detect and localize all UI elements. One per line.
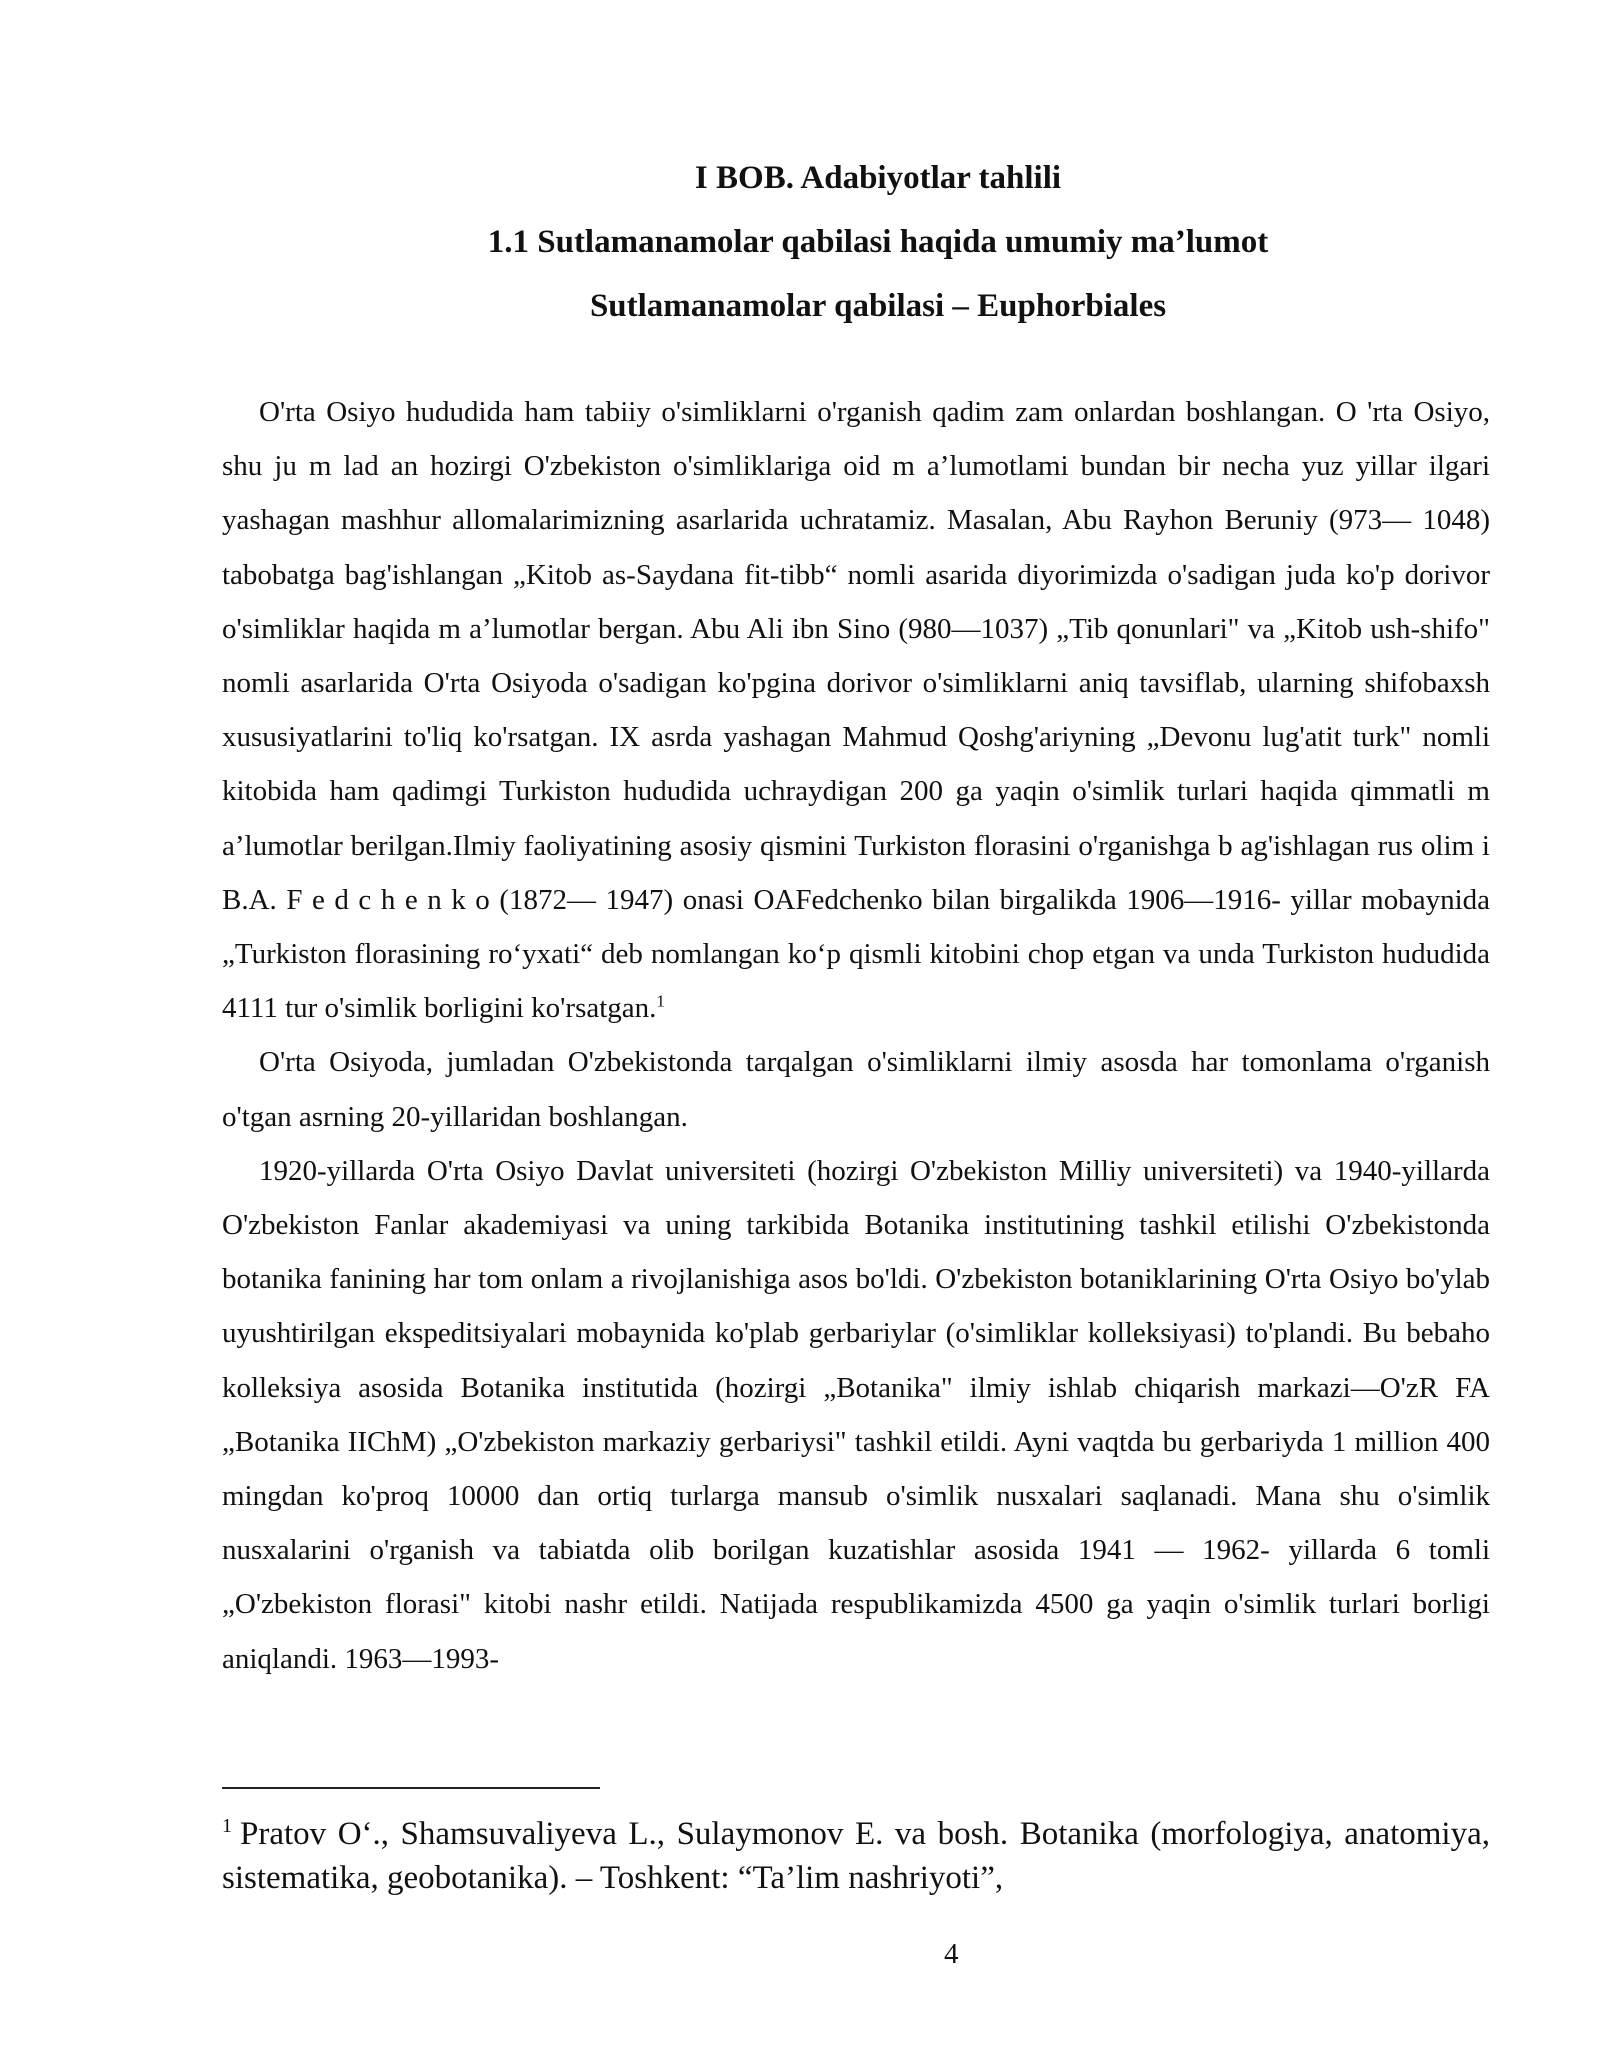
body-text [222,385,1490,1686]
footnote-text: Pratov O‘., Shamsuvaliyeva L., Sulaymonov E. va bosh. Botanika (morfologiya, anatomiya, sistematika, geobotanika). – Toshkent: “Ta’lim nashriyoti”, [222,1816,1490,1896]
paragraph: 1920-yillarda O'rta Osiyo Davlat universiteti (hozirgi O'zbekiston Milliy universiteti) va 1940-yillarda O'zbekiston Fanlar akademiyasi va uning tarkibida Botanika institutining tashkil etilishi O'zbekistonda botanika fanining har tom onlam a rivojlanishiga asos bo'ldi. O'zbekiston botaniklarining O'rta Osiyo bo'ylab uyushtirilgan ekspeditsiyalari mobaynida ko'plab gerbariylar (o'simliklar kolleksiyasi) to'plandi. Bu bebaho kolleksiya asosida Botanika institutida (hozirgi „Botanika" ilmiy ishlab chiqarish markazi—O'zR FA „Botanika IIChM) „O'zbekiston markaziy gerbariysi" tashkil etildi. Ayni vaqtda bu gerbariyda 1 million 400 mingdan ko'proq 10000 dan ortiq turlarga mansub o'simlik nusxalari saqlanadi. Mana shu o'simlik nusxalarini o'rganish va tabiatda olib borilgan kuzatishlar asosida 1941 — 1962- yillarda 6 tomli „O'zbekiston florasi" kitobi nashr etildi. Natijada respublikamizda 4500 ga yaqin o'simlik turlari borligi aniqlandi. 1963—1993- [222,1154,1490,1675]
footnote-separator [222,1787,600,1789]
paragraph [222,385,1490,1035]
section-title: 1.1 Sutlamanamolar qabilasi haqida umumiy ma’lumot [487,224,1269,260]
footnote [222,1812,1490,1900]
footnote-reference: 1 [656,991,665,1011]
heading-block [220,146,1536,338]
subsection-title: Sutlamanamolar qabilasi – Euphorbiales [589,288,1167,324]
page-number: 4 [944,1938,959,1970]
paragraph: O'rta Osiyoda, jumladan O'zbekistonda tarqalgan o'simliklarni ilmiy asosda har tomonlama o'rganish o'tgan asrning 20-yillaridan boshlangan. [222,1046,1490,1133]
paragraph-text: O'rta Osiyo hududida ham tabiiy o'simliklarni o'rganish qadim zam onlardan boshlangan. O 'rta Osiyo, shu ju m lad an hozirgi O'zbekiston o'simliklariga oid m a’lumotlami bundan bir necha yuz yillar ilgari yashagan mashhur allomalarimizning asarlarida uchratamiz. Masalan, Abu Rayhon Beruniy (973— 1048) tabobatga bag'ishlangan „Kitob as-Saydana fit-tibb“ nomli asarida diyorimizda o'sadigan juda ko'p dorivor o'simliklar haqida m a’lumotlar bergan. Abu Ali ibn Sino (980—1037) „Tib qonunlari" va „Kitob ush-shifo" nomli asarlarida O'rta Osiyoda o'sadigan ko'pgina dorivor o'simliklarni aniq tavsiflab, ularning shifobaxsh xususiyatlarini to'liq ko'rsatgan. IX asrda yashagan Mahmud Qoshg'ariyning „Devonu lug'atit turk" nomli kitobida ham qadimgi Turkiston hududida uchraydigan 200 ga yaqin o'simlik turlari haqida qimmatli m a’lumotlar berilgan.Ilmiy faoliyatining asosiy qismini Turkiston florasini o'rganishga b ag'ishlagan rus olim i B.A. F e d c h e n k o (1872— 1947) onasi OAFedchenko bilan birgalikda 1906—1916- yillar mobaynida „Turkiston florasining ro‘yxati“ deb nomlangan ko‘p qismli kitobini chop etgan va unda Turkiston hududida 4111 tur o'simlik borligini ko'rsatgan. [222,396,1490,1025]
footnote-number: 1 [222,1815,232,1837]
chapter-title: I BOB. Adabiyotlar tahlili [694,160,1062,196]
